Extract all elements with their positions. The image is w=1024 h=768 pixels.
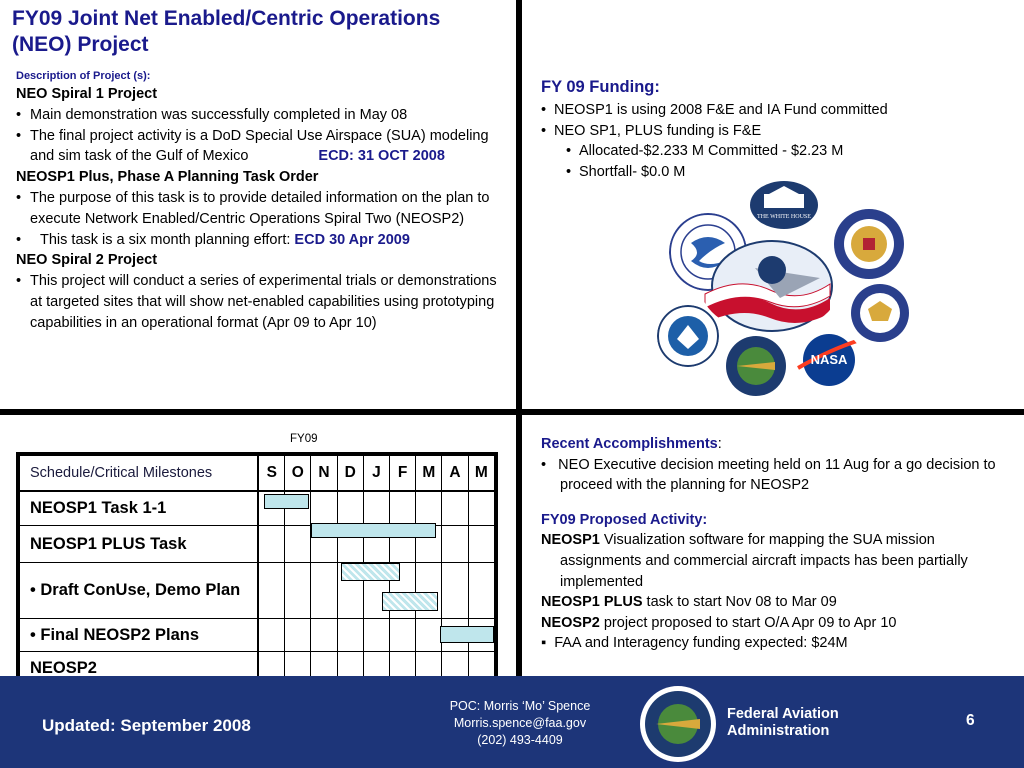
bullet-icon: • [30,625,41,644]
month-apr: A [442,456,468,491]
nasa-logo-icon [796,330,862,388]
month-nov: N [311,456,337,491]
spiral1-bullet-2 [16,126,506,168]
proposed-item-2-text: task to start Nov 08 to Mar 09 [642,594,837,611]
gantt-bar-demo [382,592,438,611]
recent-title: Recent Accomplishments [541,436,718,452]
recent-bullet-1 [541,455,1016,496]
proposed-item-1 [541,530,1016,592]
schedule-row-label: NEOSP1 Task 1-1 [20,491,259,526]
schedule-row-label: NEOSP2 [20,652,259,685]
commerce-seal-icon [850,283,910,343]
poc-phone: (202) 493-4409 [477,733,563,747]
spiral2-bullet-1: • This project will conduct a series of experimental trials or demonstrations at targeted sites that will show net-enabled capabilities using prototyping capabilities in an operational format (Apr 09 to Apr 10) [16,271,506,333]
dhs-seal-icon [657,305,719,367]
dod-seal-icon [833,208,905,280]
funding-sub-2: • Shortfall- $0.0 M [541,162,1011,183]
horizontal-divider [0,409,1024,415]
month-feb: F [389,456,415,491]
plus-bullet-2 [16,230,506,251]
schedule-row-label: NEOSP1 PLUS Task [20,526,259,563]
spiral2-heading: NEO Spiral 2 Project [16,252,158,269]
month-mar: M [416,456,442,491]
month-jan: J [363,456,389,491]
plus-bullet-1: • The purpose of this task is to provide detailed information on the plan to execute Network Enabled/Centric Operations Spiral Two (NEOSP2) [16,188,506,230]
faa-name-line-1: Federal Aviation [727,706,839,722]
slide-title: FY09 Joint Net Enabled/Centric Operations (NEO) Project [12,7,441,56]
updated-date: Updated: September 2008 [42,716,251,735]
bullet-icon: • [541,456,559,473]
plus-ecd: ECD 30 Apr 2009 [294,231,410,248]
gantt-bar-task11 [264,494,309,509]
funding-bullet-1: • NEOSP1 is using 2008 F&E and IA Fund committed [541,100,1011,121]
page-number: 6 [966,712,975,729]
description-label: Description of Project (s): [16,70,151,82]
faa-name [727,706,839,740]
square-bullet-icon: ▪ [541,635,555,652]
gantt-bar-plus [311,523,436,538]
poc-name: POC: Morris ‘Mo’ Spence [449,699,591,713]
recent-bullet-text: NEO Executive decision meeting held on 11 Aug for a go decision to proceed with the planning for NEOSP2 [558,456,996,494]
proposed-title: FY09 Proposed Activity: [541,511,708,528]
funding-title: FY 09 Funding: [541,78,660,96]
poc-contact [420,698,620,749]
schedule-row [20,619,495,652]
funding-body [541,100,1011,182]
schedule-row-label: Final NEOSP2 Plans [40,625,200,644]
proposed-item-3-label: NEOSP2 [541,614,600,631]
poc-email: Morris.spence@faa.gov [453,716,587,730]
vertical-divider [516,0,522,676]
funding-sub-1: • Allocated-$2.233 M Committed - $2.23 M [541,141,1011,162]
faa-footer-seal-icon [640,686,716,762]
jpdo-seal-icon [700,238,840,333]
proposed-item-3-text: project proposed to start O/A Apr 09 to Apr 10 [599,614,897,631]
proposed-item-4 [541,633,1016,654]
proposed-item-2-label: NEOSP1 PLUS [541,594,643,611]
white-house-seal-icon [749,180,819,230]
plus-heading: NEOSP1 Plus, Phase A Planning Task Order [16,169,319,186]
month-oct: O [285,456,311,491]
gantt-bar-conuse [341,563,400,581]
proposed-item-4-text: FAA and Interagency funding expected: $24M [554,635,848,652]
nasa-text: NASA [810,352,848,367]
project-description [16,84,506,334]
schedule-row-label: Draft ConUse, Demo Plan [40,581,241,599]
proposed-item-3 [541,613,1016,634]
proposed-item-1-label: NEOSP1 [541,532,600,549]
faa-seal-icon [725,335,787,397]
bullet-icon: • [30,581,41,599]
month-sep: S [258,456,284,491]
schedule-row [20,491,495,526]
fy-label: FY09 [290,433,318,445]
gantt-bar-neosp2-plans [440,626,494,643]
accomplishments-section [541,434,1016,654]
month-may: M [468,456,494,491]
spiral1-heading: NEO Spiral 1 Project [16,86,158,102]
month-dec: D [337,456,363,491]
plus-bullet-2-text: This task is a six month planning effort: [40,231,295,248]
footer-bar [0,676,1024,768]
spiral1-bullet-2-text: The final project activity is a DoD Special Use Airspace (SUA) modeling and sim task of the Gulf of Mexico [30,127,489,165]
white-house-text: THE WHITE HOUSE [757,214,811,220]
proposed-item-1-text: Visualization software for mapping the SUA mission assignments and commercial aircraft impacts has been partially implemented [560,532,968,590]
schedule-header-row [20,456,495,491]
schedule-header-label: Schedule/Critical Milestones [20,456,259,491]
spiral1-bullet-1: • Main demonstration was successfully completed in May 08 [16,105,506,126]
spiral1-ecd: ECD: 31 OCT 2008 [318,148,445,165]
schedule-table [16,452,498,688]
recent-colon: : [717,436,722,452]
funding-bullet-2: • NEO SP1, PLUS funding is F&E [541,121,1011,142]
faa-name-line-2: Administration [727,723,830,739]
proposed-item-2 [541,592,1016,613]
